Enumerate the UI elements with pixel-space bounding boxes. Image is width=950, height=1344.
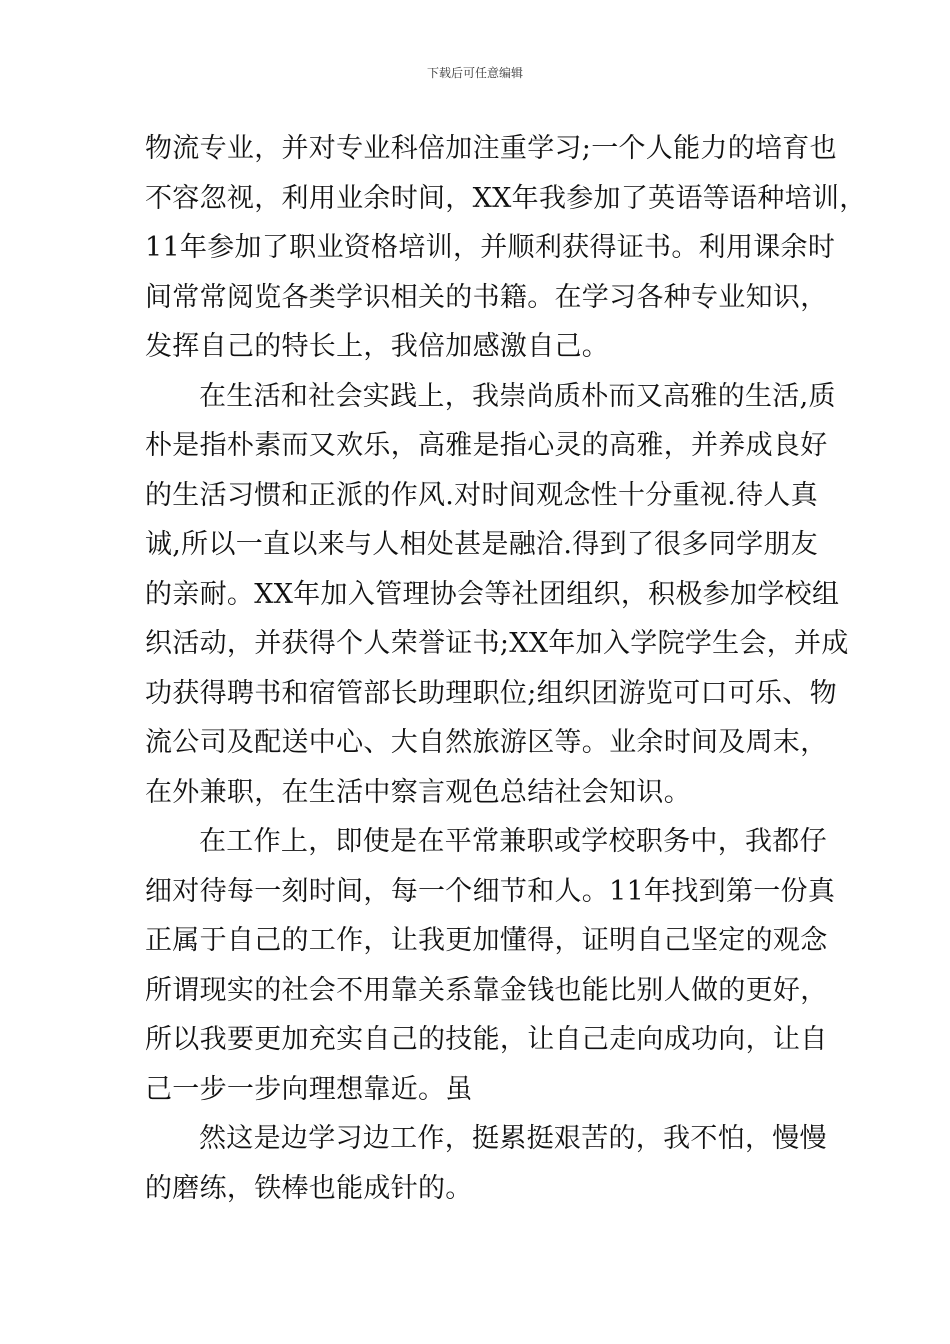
text-line: 的亲耐。XX年加入管理协会等社团组织，积极参加学校组 [145, 578, 840, 610]
text-line: 不容忽视，利用业余时间，XX年我参加了英语等语种培训， [145, 182, 867, 214]
text-line: 诚,所以一直以来与人相处甚是融洽.得到了很多同学朋友 [145, 529, 818, 560]
text-line: 在工作上，即使是在平常兼职或学校职务中，我都仔 [199, 826, 827, 857]
document-body [145, 124, 867, 1213]
text-line: 的生活习惯和正派的作风.对时间观念性十分重视.待人真 [145, 479, 818, 511]
paragraph-study [145, 124, 867, 372]
text-line: 功获得聘书和宿管部长助理职位;组织团游览可口可乐、物 [145, 677, 837, 709]
text-line: 然这是边学习边工作，挺累挺艰苦的，我不怕，慢慢 [199, 1123, 827, 1154]
text-line: 所以我要更加充实自己的技能，让自己走向成功向，让自 [145, 1024, 828, 1055]
text-line: 间常常阅览各类学识相关的书籍。在学习各种专业知识， [145, 281, 828, 313]
page-header: 下载后可任意编辑 [426, 66, 523, 80]
text-line: 的磨练，铁棒也能成针的。 [145, 1172, 473, 1204]
paragraph-work [145, 817, 836, 1114]
text-line: 正属于自己的工作，让我更加懂得，证明自己坚定的观念 [145, 925, 828, 956]
text-line: 己一步一步向理想靠近。虽 [145, 1073, 473, 1105]
paragraph-closing [145, 1114, 827, 1213]
text-line: 流公司及配送中心、大自然旅游区等。业余时间及周末， [145, 727, 828, 758]
text-line: 物流专业，并对专业科倍加注重学习;一个人能力的培育也 [145, 133, 837, 164]
text-line: 11年参加了职业资格培训，并顺利获得证书。利用课余时 [145, 232, 836, 263]
text-line: 所谓现实的社会不用靠关系靠金钱也能比别人做的更好， [145, 974, 828, 1006]
paragraph-life [145, 372, 849, 818]
text-line: 在外兼职，在生活中察言观色总结社会知识。 [145, 776, 691, 808]
text-line: 在生活和社会实践上，我崇尚质朴而又高雅的生活,质 [199, 380, 836, 412]
text-line: 细对待每一刻时间，每一个细节和人。11年找到第一份真 [145, 875, 836, 907]
text-line: 朴是指朴素而又欢乐，高雅是指心灵的高雅，并养成良好 [145, 430, 828, 461]
text-line: 发挥自己的特长上，我倍加感激自己。 [145, 331, 610, 362]
text-line: 织活动，并获得个人荣誉证书;XX年加入学院学生会，并成 [145, 628, 849, 659]
